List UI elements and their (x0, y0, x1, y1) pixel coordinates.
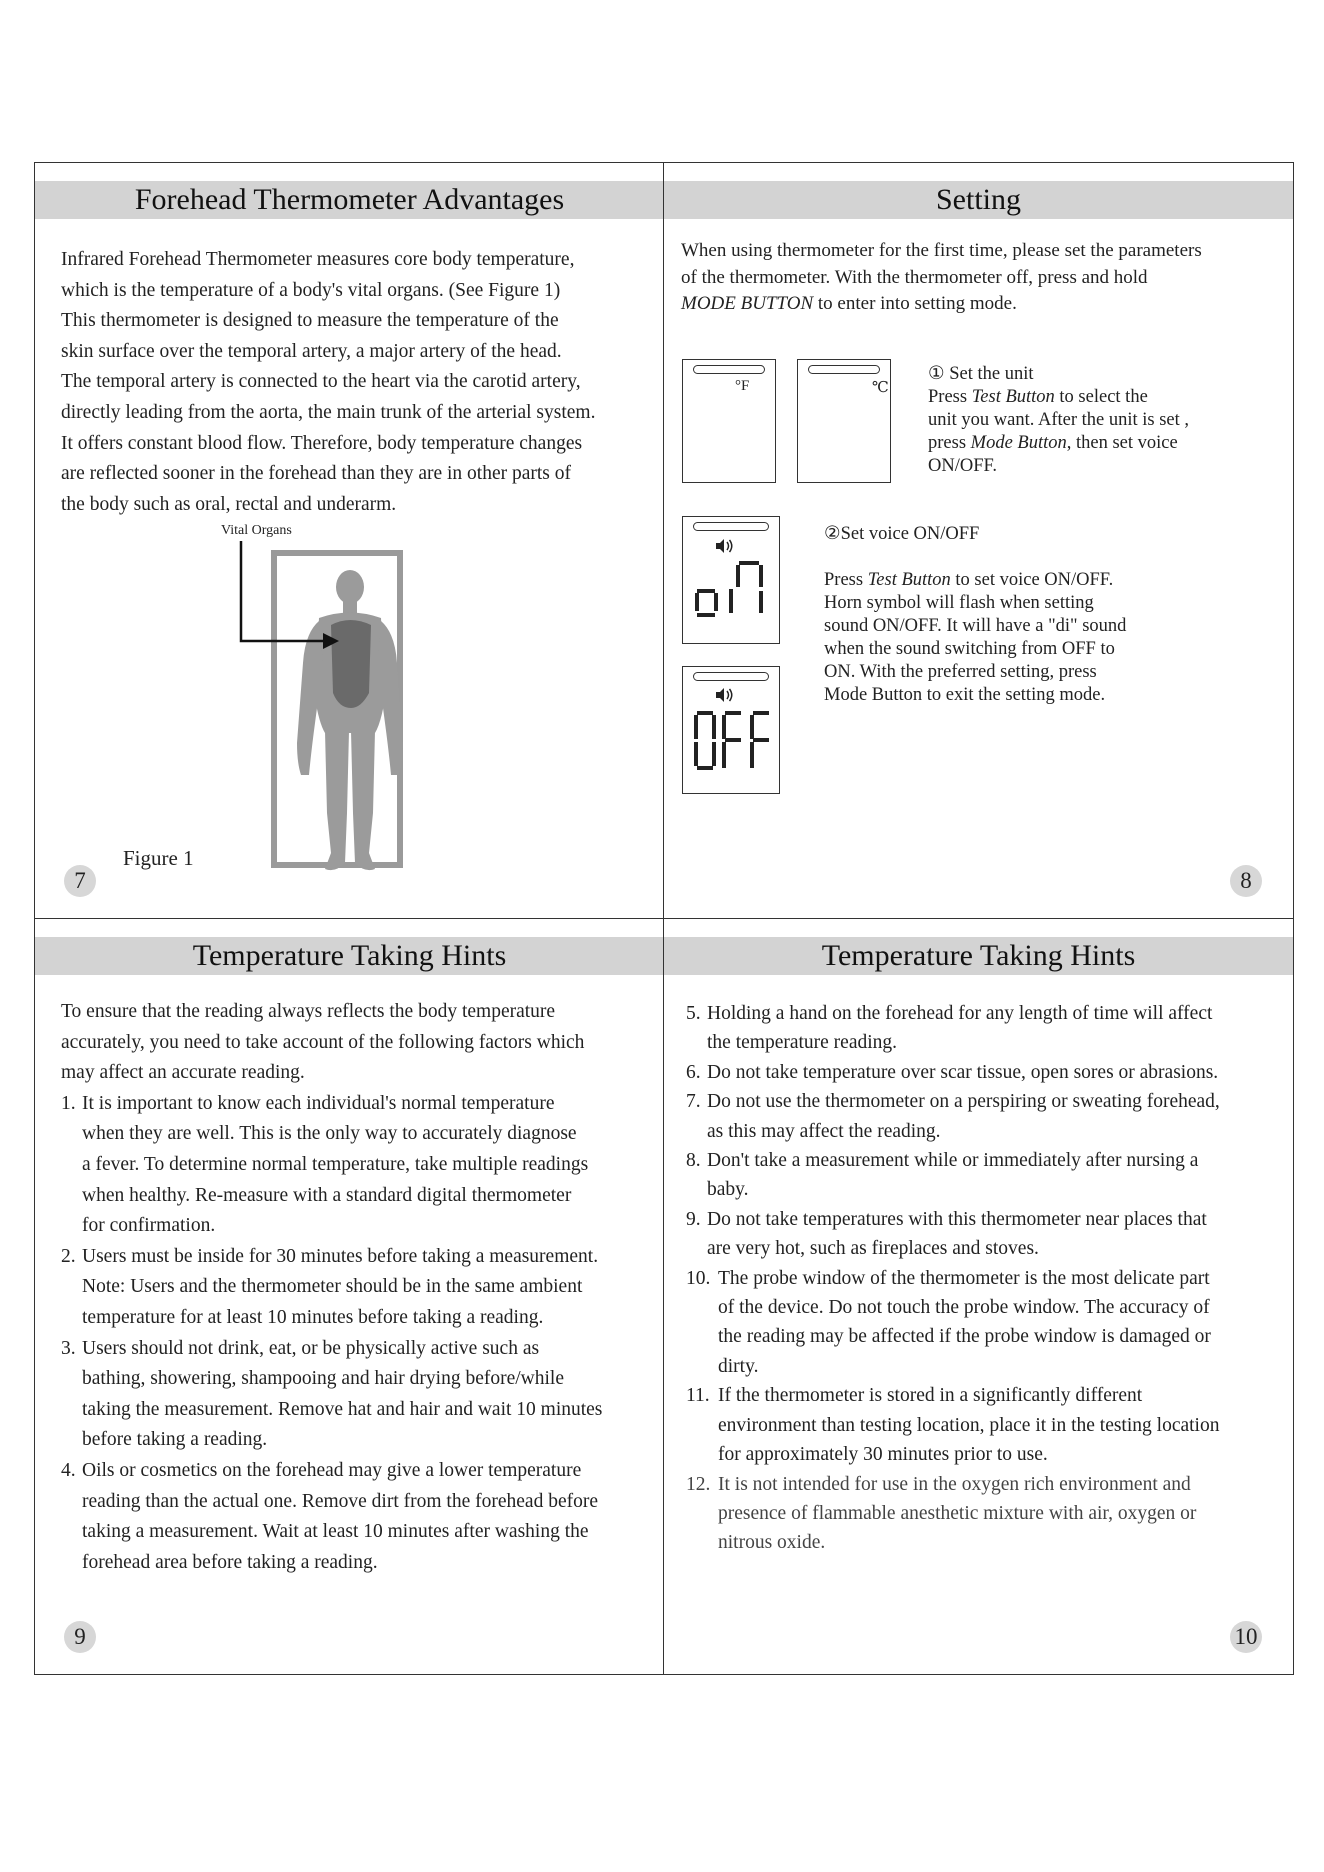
hint-line: bathing, showering, shampooing and hair drying before/while (82, 1368, 564, 1390)
body-figure-illustration (35, 163, 666, 921)
lcd-fahrenheit-display (682, 359, 776, 483)
step-1-text (928, 363, 1288, 478)
hint-line: of the device. Do not touch the probe window. The accuracy of (718, 1297, 1210, 1319)
figure-right-leg (351, 731, 375, 870)
hint-line: environment than testing location, place it in the testing location (718, 1414, 1220, 1436)
hint-line: are very hot, such as fireplaces and stoves. (707, 1238, 1039, 1260)
hint-number: 3. (61, 1337, 76, 1359)
hint-line: Users must be inside for 30 minutes before taking a measurement. (82, 1245, 599, 1267)
page-8-title: Setting (664, 181, 1293, 219)
hint-item (61, 1089, 666, 1242)
hint-line: nitrous oxide. (718, 1532, 826, 1554)
voice-on-value (683, 517, 684, 518)
lcd-top-bar (693, 672, 769, 681)
hint-item (686, 1381, 1292, 1469)
hint-number: 7. (686, 1091, 701, 1113)
hint-number: 6. (686, 1061, 701, 1083)
hint-line: Oils or cosmetics on the forehead may give a lower temperature (82, 1459, 582, 1481)
hint-number: 5. (686, 1003, 701, 1024)
hint-line: for approximately 30 minutes prior to use. (718, 1444, 1048, 1466)
lcd-top-bar (808, 365, 880, 374)
test-button-term: Test Button (971, 387, 1055, 407)
intro-line: MODE BUTTON to enter into setting mode. (681, 293, 1017, 314)
hint-line: for confirmation. (82, 1215, 216, 1237)
hint-item (61, 1334, 666, 1456)
figure-vital-organs (331, 620, 371, 708)
voice-on-segments (693, 557, 773, 627)
unit-fahrenheit-symbol: °F (735, 378, 750, 394)
lcd-top-bar (693, 522, 769, 531)
hint-line: temperature for at least 10 minutes before taking a reading. (82, 1306, 544, 1328)
step-2-heading: ②Set voice ON/OFF (824, 524, 980, 544)
step-1-line: unit you want. After the unit is set , (928, 410, 1190, 430)
figure-left-leg (325, 731, 349, 870)
hint-item (61, 1456, 666, 1578)
hint-item (686, 1087, 1292, 1146)
hint-item (686, 1264, 1292, 1382)
hint-item (686, 1058, 1292, 1087)
hint-line: Holding a hand on the forehead for any length of time will affect (707, 1003, 1213, 1024)
step-2-line: ON. With the preferred setting, press (824, 662, 1097, 682)
step-2-line: Press Test Button to set voice ON/OFF. (824, 570, 1114, 590)
hint-line: It is not intended for use in the oxygen rich environment and (718, 1473, 1191, 1495)
page-number: 7 (64, 865, 96, 897)
hint-line: forehead area before taking a reading. (82, 1551, 378, 1573)
paragraph-line: which is the temperature of a body's vital organs. (See Figure 1) (61, 279, 561, 301)
mode-button-term: Mode Button (970, 433, 1067, 453)
page-7-title: Forehead Thermometer Advantages (35, 181, 664, 219)
hint-item (686, 1205, 1292, 1264)
hint-line: dirty. (718, 1355, 759, 1377)
page-number: 8 (1230, 865, 1262, 897)
intro-line: accurately, you need to take account of the following factors which (61, 1031, 585, 1053)
intro-line: To ensure that the reading always reflects the body temperature (61, 1001, 556, 1022)
hint-line: Note: Users and the thermometer should be in the same ambient (82, 1276, 583, 1298)
paragraph-line: It offers constant blood flow. Therefore, body temperature changes (61, 432, 583, 454)
hint-line: as this may affect the reading. (707, 1120, 941, 1142)
hint-number: 8. (686, 1150, 701, 1172)
voice-off-value (683, 667, 684, 668)
figure-head (336, 570, 364, 604)
paragraph-line: This thermometer is designed to measure the temperature of the (61, 310, 559, 332)
step-1-line: ON/OFF. (928, 456, 997, 476)
hint-line: a fever. To determine normal temperature, take multiple readings (82, 1153, 589, 1175)
vital-organs-label: Vital Organs (221, 523, 292, 538)
paragraph-line: are reflected sooner in the forehead than they are in other parts of (61, 463, 572, 485)
step-2-line: Horn symbol will flash when setting (824, 593, 1094, 613)
intro-line: may affect an accurate reading. (61, 1062, 305, 1084)
hint-line: the temperature reading. (707, 1032, 898, 1054)
hint-line: The probe window of the thermometer is the most delicate part (718, 1267, 1210, 1289)
page-10-content (686, 999, 1292, 1558)
page-9-title: Temperature Taking Hints (35, 937, 664, 975)
paragraph-line: directly leading from the aorta, the main trunk of the arterial system. (61, 401, 596, 423)
setting-intro (681, 238, 1291, 318)
hint-line: reading than the actual one. Remove dirt from the forehead before (82, 1490, 598, 1512)
page-10-panel (663, 918, 1294, 1675)
hint-item (61, 1242, 666, 1334)
hint-line: Do not use the thermometer on a perspiring or sweating forehead, (707, 1091, 1220, 1113)
voice-off-segments (693, 709, 775, 773)
step-1-line: press Mode Button, then set voice (928, 433, 1178, 453)
hint-line: when healthy. Re-measure with a standard digital thermometer (82, 1184, 572, 1206)
speaker-icon (714, 687, 734, 703)
page-7-panel (34, 162, 665, 920)
step-2-text (824, 523, 1284, 707)
hint-line: when they are well. This is the only way to accurately diagnose (82, 1123, 577, 1145)
mode-button-term: MODE BUTTON (681, 293, 814, 314)
hint-number: 1. (61, 1092, 76, 1114)
page-number: 10 (1230, 1621, 1262, 1653)
unit-celsius-symbol: ℃ (872, 380, 889, 396)
hint-line: baby. (707, 1179, 749, 1201)
step-2-line: when the sound switching from OFF to (824, 639, 1115, 659)
page-8-panel (663, 162, 1294, 920)
page-9-content (61, 997, 666, 1578)
hint-number: 4. (61, 1459, 76, 1481)
paragraph-line: skin surface over the temporal artery, a major artery of the head. (61, 340, 562, 362)
test-button-term: Test Button (867, 570, 951, 590)
hint-number: 9. (686, 1208, 701, 1230)
hint-line: taking a measurement. Wait at least 10 minutes after washing the (82, 1521, 589, 1543)
intro-line: When using thermometer for the first time, please set the parameters (681, 240, 1202, 261)
hint-line: Don't take a measurement while or immediately after nursing a (707, 1150, 1199, 1172)
hint-line: It is important to know each individual's normal temperature (82, 1092, 555, 1114)
hint-line: taking the measurement. Remove hat and hair and wait 10 minutes (82, 1398, 603, 1420)
step-1-line: Press Test Button to select the (928, 387, 1148, 407)
hint-line: presence of flammable anesthetic mixture with air, oxygen or (718, 1502, 1197, 1524)
paragraph-line: Infrared Forehead Thermometer measures core body temperature, (61, 249, 575, 270)
hint-line: the reading may be affected if the probe window is damaged or (718, 1326, 1211, 1348)
hint-number: 2. (61, 1245, 76, 1267)
hint-number: 12. (686, 1473, 711, 1495)
step-1-heading: ① Set the unit (928, 364, 1034, 384)
lcd-voice-on-display (682, 516, 780, 644)
page-9-panel (34, 918, 665, 1675)
intro-line: of the thermometer. With the thermometer off, press and hold (681, 266, 1148, 288)
lcd-celsius-display (797, 359, 891, 483)
step-2-line: sound ON/OFF. It will have a "di" sound (824, 616, 1127, 636)
hint-item (686, 999, 1292, 1058)
hint-line: Do not take temperature over scar tissue, open sores or abrasions. (707, 1061, 1219, 1083)
hint-line: Users should not drink, eat, or be physically active such as (82, 1337, 540, 1359)
paragraph-line: The temporal artery is connected to the heart via the carotid artery, (61, 371, 581, 393)
paragraph-line: the body such as oral, rectal and underarm. (61, 493, 397, 515)
hint-line: before taking a reading. (82, 1429, 268, 1451)
hint-line: Do not take temperatures with this thermometer near places that (707, 1208, 1207, 1230)
hint-number: 11. (686, 1385, 710, 1407)
hint-item (686, 1146, 1292, 1205)
page-10-title: Temperature Taking Hints (664, 937, 1293, 975)
speaker-icon (714, 538, 734, 554)
figure-caption: Figure 1 (123, 846, 194, 870)
lcd-voice-off-display (682, 666, 780, 794)
step-2-line: Mode Button to exit the setting mode. (824, 685, 1106, 705)
lcd-top-bar (693, 365, 765, 374)
hint-line: If the thermometer is stored in a significantly different (718, 1385, 1143, 1407)
hint-number: 10. (686, 1267, 711, 1289)
hint-item (686, 1470, 1292, 1558)
page-number: 9 (64, 1621, 96, 1653)
